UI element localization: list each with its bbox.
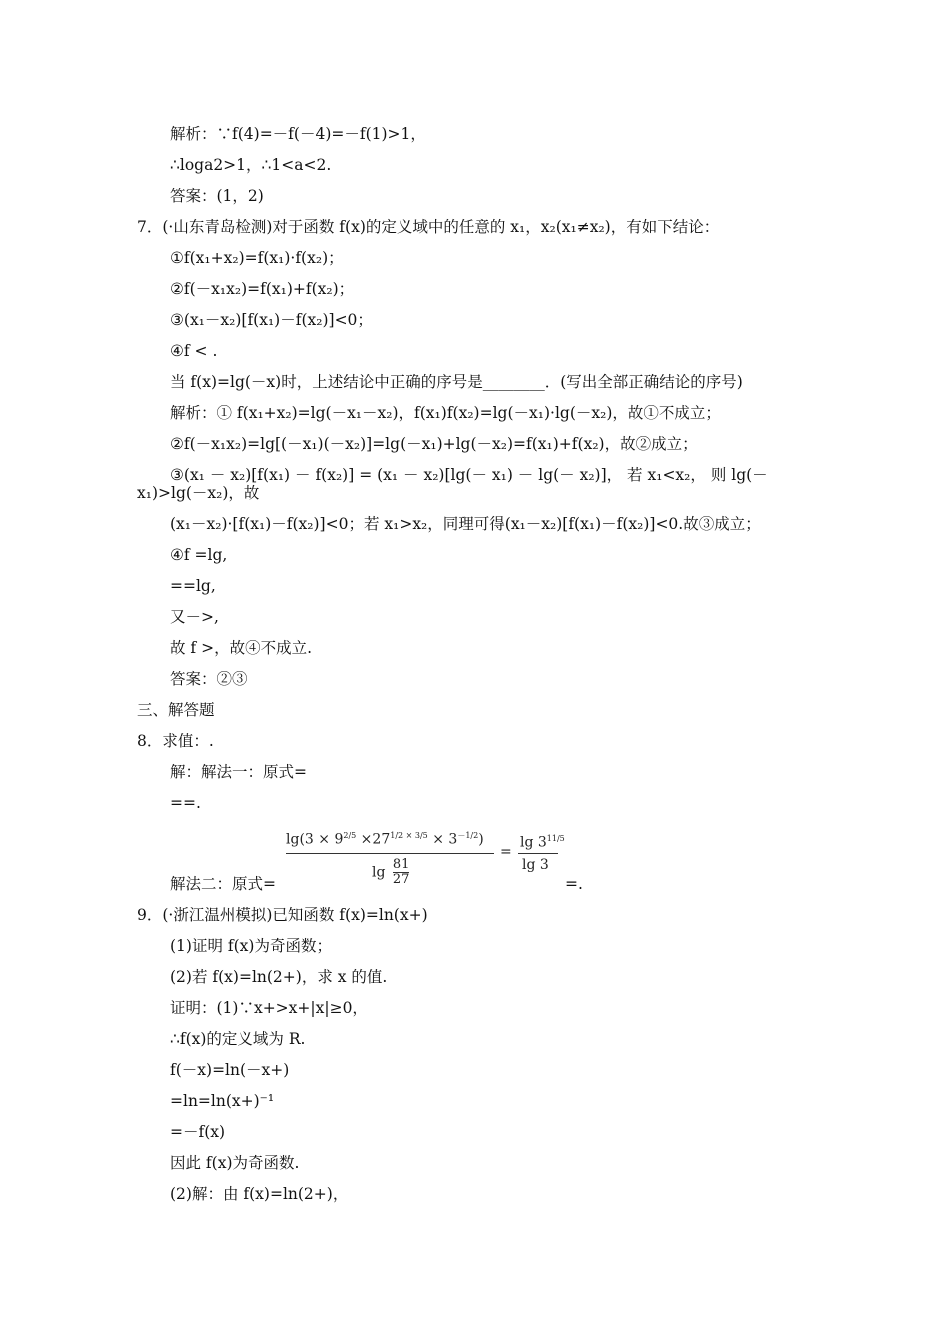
text-line: 9．(·浙江温州模拟)已知函数 f(x)=ln(x+): [137, 906, 428, 924]
text-line: 答案：②③: [170, 670, 248, 688]
formula-tail: =.: [565, 875, 583, 893]
formula-numerator: [286, 830, 484, 848]
fraction-bar: [518, 853, 558, 854]
text-line: 当 f(x)=lg(－x)时，上述结论中正确的序号是________．(写出全部正确结论的序号): [170, 373, 743, 391]
formula-text: lg: [372, 864, 386, 881]
text-line: 解：解法一：原式=: [170, 763, 307, 781]
formula-text: lg(3 × 9: [286, 831, 344, 848]
text-line: 因此 f(x)为奇函数.: [170, 1154, 300, 1172]
text-line: (x₁－x₂)·[f(x₁)－f(x₂)]<0；若 x₁>x₂，同理可得(x₁－x₂)[f(x₁)－f(x₂)]<0.故③成立；: [170, 515, 761, 533]
small-fraction-numerator: 81: [392, 857, 410, 872]
text-line: 又－>,: [170, 608, 219, 626]
formula-text: × 3: [427, 831, 458, 848]
text-line: 解法二：原式=: [170, 875, 276, 893]
formula-exponent: 1/2 × 3/5: [390, 831, 428, 840]
formula-exponent: 2/5: [343, 831, 357, 840]
text-line: (2)若 f(x)=ln(2+)，求 x 的值.: [170, 968, 388, 986]
text-line: ②f(－x₁x₂)=lg[(－x₁)(－x₂)]=lg(－x₁)+lg(－x₂)=f(x₁)+f(x₂)，故②成立；: [170, 435, 698, 453]
text-line: 故 f >，故④不成立.: [170, 639, 313, 657]
formula-solution-2: [286, 830, 606, 892]
text-line: ④f =lg,: [170, 546, 228, 564]
formula-denominator: [372, 858, 409, 887]
text-line: 证明：(1)∵x+>x+|x|≥0，: [170, 999, 368, 1017]
fraction-bar: [286, 853, 494, 854]
formula-text: lg 3: [520, 834, 547, 851]
formula-text: ×27: [356, 831, 391, 848]
text-line: ②f(－x₁x₂)=f(x₁)+f(x₂)；: [170, 280, 355, 298]
text-line: ∴loga2>1，∴1<a<2.: [170, 156, 332, 174]
formula-text: ): [478, 831, 484, 848]
formula-right-denominator: lg 3: [522, 857, 549, 873]
text-line: ③(x₁－x₂)[f(x₁)－f(x₂)]<0；: [170, 311, 373, 329]
formula-exponent: 11/5: [546, 834, 565, 843]
text-line: ③(x₁ － x₂)[f(x₁) － f(x₂)] = (x₁ － x₂)[lg(－ x₁) － lg(－ x₂)]， 若 x₁<x₂， 则 lg(－: [170, 466, 768, 484]
small-fraction: [393, 858, 410, 887]
text-line: 三、解答题: [137, 701, 215, 719]
text-line: 7．(·山东青岛检测)对于函数 f(x)的定义域中的任意的 x₁，x₂(x₁≠x₂)，有如下结论：: [137, 218, 720, 236]
text-line: 解析：① f(x₁+x₂)=lg(－x₁－x₂)，f(x₁)f(x₂)=lg(－x₁)·lg(－x₂)，故①不成立；: [170, 404, 721, 422]
small-fraction-denominator: 27: [392, 872, 410, 887]
text-line: 8．求值：.: [137, 732, 214, 750]
formula-right-numerator: [520, 834, 565, 851]
text-line: (2)解：由 f(x)=ln(2+)，: [170, 1185, 349, 1203]
text-line: ∴f(x)的定义域为 R.: [170, 1030, 306, 1048]
text-line: ④f < .: [170, 342, 218, 360]
text-line: 解析：∵f(4)=－f(－4)=－f(1)>1，: [170, 125, 426, 143]
text-line: =－f(x): [170, 1123, 226, 1141]
formula-exponent: －1/2: [457, 831, 479, 840]
text-line: 答案：(1，2): [170, 187, 264, 205]
text-line: (1)证明 f(x)为奇函数；: [170, 937, 332, 955]
text-line: f(－x)=ln(－x+): [170, 1061, 290, 1079]
text-line: ①f(x₁+x₂)=f(x₁)·f(x₂)；: [170, 249, 344, 267]
text-line: ==lg,: [170, 577, 216, 595]
formula-equals: =: [500, 844, 512, 860]
text-line: ==.: [170, 794, 201, 812]
text-line: =ln=ln(x+)⁻¹: [170, 1092, 275, 1110]
text-line: x₁)>lg(－x₂)，故: [137, 484, 260, 502]
